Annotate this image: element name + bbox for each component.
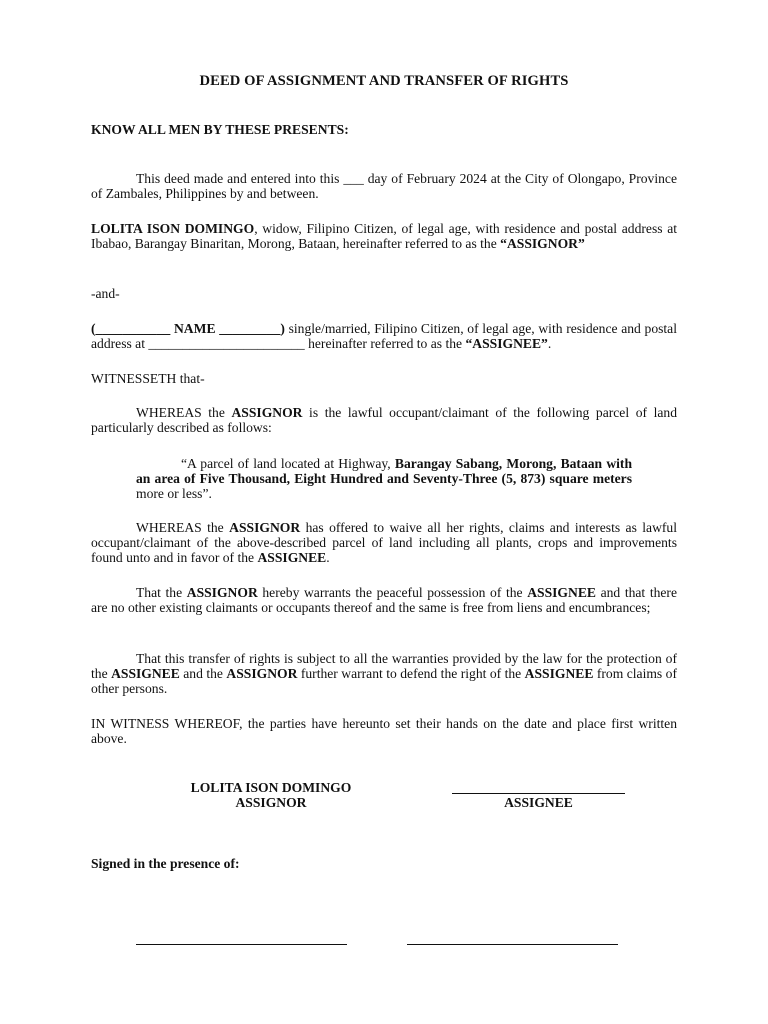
land-description-quote	[136, 456, 632, 502]
p4-a: WHEREAS the	[136, 405, 232, 420]
assignee-signature-line	[452, 793, 625, 794]
p7-c: and the	[179, 666, 227, 682]
p7-a: That this transfer of rights is subject to all the warranties provided by the law for the protection of the	[91, 651, 677, 682]
transfer-paragraph	[91, 651, 677, 697]
p6-c: hereby warrants the peaceful possession of the	[257, 585, 528, 600]
presence-heading	[91, 856, 677, 871]
p7-assignee-2: ASSIGNEE	[524, 666, 594, 682]
p7-g: from claims of other persons.	[91, 666, 677, 697]
intro-paragraph	[91, 171, 677, 201]
whereas-occupant-paragraph	[91, 405, 677, 435]
assignee-signature-role: ASSIGNEE	[504, 795, 573, 810]
p7-e: further warrant to defend the right of the	[297, 666, 525, 682]
assignor-paragraph	[91, 221, 677, 251]
witnesseth-line: WITNESSETH that-	[91, 371, 205, 386]
and-separator: -and-	[91, 286, 120, 301]
assignee-end: .	[547, 336, 552, 352]
p5-c: has offered to waive all her rights, claims and interests as lawful occupant/claimant of the above-described parcel of land including all plants, crops and improvements found unto and in favor of the	[91, 520, 678, 566]
assignor-role: “ASSIGNOR”	[500, 236, 585, 252]
assignee-paragraph	[91, 321, 677, 351]
p4-assignor: ASSIGNOR	[231, 405, 303, 420]
p7-assignee: ASSIGNEE	[111, 666, 180, 682]
document-title: DEED OF ASSIGNMENT AND TRANSFER OF RIGHTS	[199, 73, 569, 89]
intro-text: This deed made and entered into this ___ day of February 2024 at the City of Olongapo, Province of Zambales, Philippines by and between.	[91, 171, 677, 202]
quote-b: Barangay Sabang, Morong, Bataan with an area of Five Thousand, Eight Hundred and Seventy-Three (5, 873) square meters	[136, 456, 632, 487]
whereas-waiver-paragraph	[91, 520, 677, 566]
p6-assignor: ASSIGNOR	[186, 585, 258, 600]
assignee-role: “ASSIGNEE”	[465, 336, 548, 352]
assignor-signature-name: LOLITA ISON DOMINGO	[190, 780, 352, 795]
assignee-name-blank: (___________ NAME _________)	[91, 321, 285, 336]
quote-a: “A parcel of land located at Highway,	[181, 456, 395, 471]
p7-assignor: ASSIGNOR	[226, 666, 298, 682]
warranty-paragraph	[91, 585, 677, 615]
quote-c: more or less”.	[136, 486, 212, 502]
assignor-signature-role: ASSIGNOR	[235, 795, 307, 810]
p5-assignee: ASSIGNEE	[257, 550, 327, 566]
p4-c: is the lawful occupant/claimant of the following parcel of land particularly described as follows:	[91, 405, 677, 436]
p5-assignor: ASSIGNOR	[229, 520, 301, 535]
witness-1-signature-line	[136, 944, 347, 945]
witness-2-signature-line	[407, 944, 618, 945]
p5-e: .	[326, 550, 330, 566]
p6-assignee: ASSIGNEE	[527, 585, 596, 600]
assignor-name: LOLITA ISON DOMINGO	[91, 221, 255, 236]
p6-a: That the	[136, 585, 187, 600]
assignee-details: single/married, Filipino Citizen, of legal age, with residence and postal address at _______________________ hereinafter referred to as the	[91, 321, 677, 352]
in-witness-paragraph: IN WITNESS WHEREOF, the parties have hereunto set their hands on the date and place first written above.	[91, 716, 677, 747]
p6-e: and that there are no other existing claimants or occupants thereof and the same is free from liens and encumbrances;	[91, 585, 677, 616]
p5-a: WHEREAS the	[136, 520, 230, 535]
opening-heading: KNOW ALL MEN BY THESE PRESENTS:	[91, 122, 349, 137]
presence-label: Signed in the presence of:	[91, 856, 240, 871]
assignor-details: , widow, Filipino Citizen, of legal age, with residence and postal address at Ibabao, Barangay Binaritan, Morong, Bataan, hereinafter referred to as the	[91, 221, 678, 252]
